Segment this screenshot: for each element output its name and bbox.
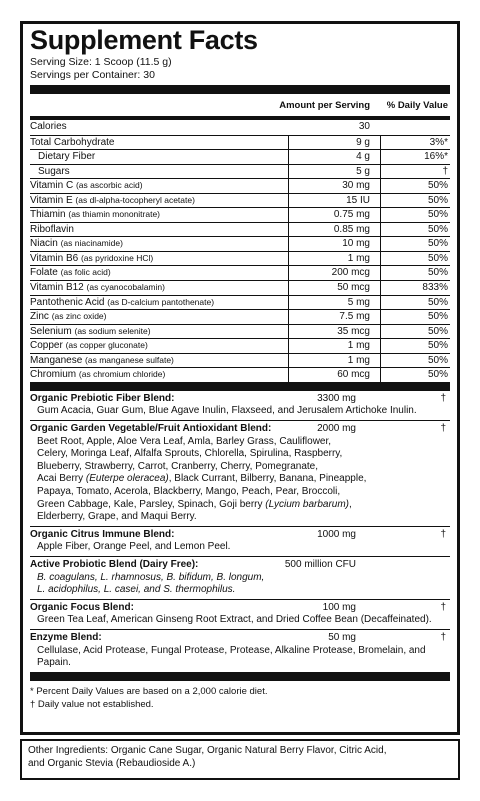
divider-thick [30, 382, 450, 391]
nutrient-amount: 200 mcg [331, 267, 370, 279]
nutrient-amount: 5 mg [347, 296, 370, 308]
amount-header: Amount per Serving [279, 100, 370, 111]
nutrient-name: Zinc (as zinc oxide) [30, 311, 107, 323]
blend-ingredients: Cellulase, Acid Protease, Fungal Protease, Protease, Alkaline Protease, Bromelain, and Papain. [37, 644, 426, 669]
blend-amount: 500 million CFU [284, 558, 356, 570]
nutrient-dv: 50% [427, 354, 448, 366]
nutrient-row [30, 295, 450, 310]
blend-ingredients: B. coagulans, L. rhamnosus, B. bifidum, B. longum, [37, 571, 265, 583]
nutrient-name: Pantothenic Acid (as D-calcium pantothenate) [30, 296, 215, 308]
blend-name: Organic Garden Vegetable/Fruit Antioxidant Blend: [30, 423, 272, 435]
blend-amount: 2000 mg [317, 423, 356, 435]
nutrient-dv: 50% [427, 325, 448, 337]
nutrient-dv: 50% [427, 311, 448, 323]
nutrient-row [30, 280, 450, 295]
nutrient-row [30, 265, 450, 280]
blend-amount: 3300 mg [317, 392, 356, 404]
nutrient-row [30, 207, 450, 222]
blend-row [30, 556, 450, 599]
divider-thick [30, 672, 450, 681]
nutrient-row [30, 324, 450, 339]
blend-name: Organic Focus Blend: [30, 601, 134, 613]
nutrient-amount: 0.85 mg [333, 223, 370, 235]
nutrient-dv: 833% [422, 282, 448, 294]
nutrient-name: Selenium (as sodium selenite) [30, 325, 151, 337]
nutrient-row [30, 367, 450, 382]
blend-ingredients: Apple Fiber, Orange Peel, and Lemon Peel. [37, 541, 231, 553]
blend-ingredients: Acai Berry (Euterpe oleracea), Black Currant, Bilberry, Banana, Pineapple, [37, 473, 367, 485]
nutrient-amount: 7.5 mg [339, 311, 370, 323]
blend-dv: † [440, 528, 446, 540]
nutrient-name: Chromium (as chromium chloride) [30, 369, 166, 381]
nutrient-dv: † [442, 165, 448, 177]
column-separator [380, 135, 381, 382]
nutrient-name: Folate (as folic acid) [30, 267, 111, 279]
nutrient-dv: 50% [427, 194, 448, 206]
blend-dv: † [440, 423, 446, 435]
nutrient-name: Sugars [38, 165, 70, 177]
nutrient-row [30, 149, 450, 164]
nutrient-name: Copper (as copper gluconate) [30, 340, 148, 352]
nutrient-name: Calories [30, 121, 67, 132]
nutrient-row [30, 222, 450, 237]
blend-dv: † [440, 631, 446, 643]
nutrient-row [30, 120, 450, 135]
nutrient-amount: 4 g [356, 151, 370, 163]
nutrient-dv: 50% [427, 369, 448, 381]
nutrient-amount: 30 mg [342, 180, 370, 192]
nutrient-dv: 50% [427, 180, 448, 192]
blend-amount: 1000 mg [317, 528, 356, 540]
blend-name: Organic Prebiotic Fiber Blend: [30, 392, 175, 404]
blend-ingredients: Celery, Moringa Leaf, Alfalfa Sprouts, Chlorella, Spirulina, Raspberry, [37, 448, 343, 460]
blend-name: Active Probiotic Blend (Dairy Free): [30, 558, 199, 570]
nutrient-row [30, 251, 450, 266]
nutrient-row [30, 338, 450, 353]
nutrient-amount: 30 [358, 121, 370, 132]
footnote-percent: * Percent Daily Values are based on a 2,000 calorie diet. [30, 685, 268, 697]
nutrient-name: Total Carbohydrate [30, 136, 115, 148]
nutrient-table [30, 120, 450, 382]
nutrient-dv: 50% [427, 267, 448, 279]
nutrient-row [30, 193, 450, 208]
blend-ingredients: Papaya, Tomato, Acerola, Blackberry, Mango, Peach, Pear, Broccoli, [37, 486, 341, 497]
supplement-facts-panel [20, 21, 460, 735]
blend-ingredients: L. acidophilus, L. casei, and S. thermophilus. [37, 584, 236, 596]
nutrient-dv: 50% [427, 340, 448, 352]
nutrient-amount: 0.75 mg [333, 209, 370, 221]
nutrient-dv: 50% [427, 296, 448, 308]
footnotes [30, 681, 450, 711]
nutrient-amount: 35 mcg [337, 325, 370, 337]
blend-dv: † [440, 601, 446, 613]
other-ingredients-line: Other Ingredients: Organic Cane Sugar, Organic Natural Berry Flavor, Citric Acid, [28, 745, 387, 756]
nutrient-name: Vitamin B12 (as cyanocobalamin) [30, 282, 165, 294]
nutrient-dv: 50% [427, 209, 448, 221]
nutrient-dv: 3%* [429, 136, 448, 148]
blend-row [30, 629, 450, 672]
nutrient-amount: 15 IU [346, 194, 370, 206]
blend-dv: † [440, 392, 446, 404]
nutrient-amount: 9 g [356, 136, 370, 148]
nutrient-name: Riboflavin [30, 223, 74, 235]
blend-list [30, 391, 450, 672]
nutrient-amount: 10 mg [342, 238, 370, 250]
footnote-dagger: † Daily value not established. [30, 698, 154, 710]
divider-thick [30, 85, 450, 94]
nutrient-amount: 1 mg [347, 340, 370, 352]
nutrient-amount: 50 mcg [337, 282, 370, 294]
other-ingredients [20, 739, 460, 780]
nutrient-row [30, 164, 450, 179]
nutrient-name: Vitamin E (as dl-alpha-tocopheryl acetate) [30, 194, 195, 206]
nutrient-name: Vitamin C (as ascorbic acid) [30, 180, 143, 192]
servings-per-container: Servings per Container: 30 [30, 69, 155, 81]
blend-row [30, 420, 450, 526]
blend-row [30, 391, 450, 420]
nutrient-row [30, 309, 450, 324]
column-header [30, 94, 450, 116]
nutrient-row [30, 178, 450, 193]
nutrient-name: Manganese (as manganese sulfate) [30, 354, 174, 366]
blend-row [30, 599, 450, 629]
blend-ingredients: Blueberry, Strawberry, Carrot, Cranberry, Cherry, Pomegranate, [37, 460, 319, 472]
nutrient-amount: 1 mg [347, 252, 370, 264]
blend-name: Enzyme Blend: [30, 631, 102, 643]
nutrient-row [30, 135, 450, 150]
blend-ingredients: Gum Acacia, Guar Gum, Blue Agave Inulin, Flaxseed, and Jerusalem Artichoke Inulin. [37, 405, 417, 417]
other-ingredients-line: and Organic Stevia (Rebaudioside A.) [28, 758, 196, 769]
blend-name: Organic Citrus Immune Blend: [30, 528, 175, 540]
blend-row [30, 526, 450, 556]
nutrient-name: Vitamin B6 (as pyridoxine HCl) [30, 252, 154, 264]
column-separator [288, 135, 289, 382]
nutrient-dv: 50% [427, 223, 448, 235]
nutrient-row [30, 353, 450, 368]
nutrient-dv: 50% [427, 238, 448, 250]
nutrient-amount: 1 mg [347, 354, 370, 366]
blend-ingredients: Green Cabbage, Kale, Parsley, Spinach, Goji berry (Lycium barbarum), [37, 498, 352, 510]
blend-ingredients: Elderberry, Grape, and Maqui Berry. [37, 511, 197, 523]
panel-title: Supplement Facts [30, 25, 258, 55]
blend-ingredients: Beet Root, Apple, Aloe Vera Leaf, Amla, Barley Grass, Cauliflower, [37, 435, 332, 447]
blend-amount: 100 mg [322, 601, 356, 613]
nutrient-name: Thiamin (as thiamin mononitrate) [30, 209, 161, 221]
blend-amount: 50 mg [328, 631, 356, 643]
nutrient-name: Niacin (as niacinamide) [30, 238, 123, 250]
serving-size: Serving Size: 1 Scoop (11.5 g) [30, 56, 172, 68]
nutrient-row [30, 236, 450, 251]
blend-ingredients: Green Tea Leaf, American Ginseng Root Extract, and Dried Coffee Bean (Decaffeinated). [37, 614, 432, 626]
dv-header: % Daily Value [386, 100, 448, 111]
nutrient-dv: 50% [427, 252, 448, 264]
nutrient-dv: 16%* [424, 151, 448, 163]
nutrient-amount: 60 mcg [337, 369, 370, 381]
nutrient-name: Dietary Fiber [38, 151, 96, 163]
nutrient-amount: 5 g [356, 165, 370, 177]
